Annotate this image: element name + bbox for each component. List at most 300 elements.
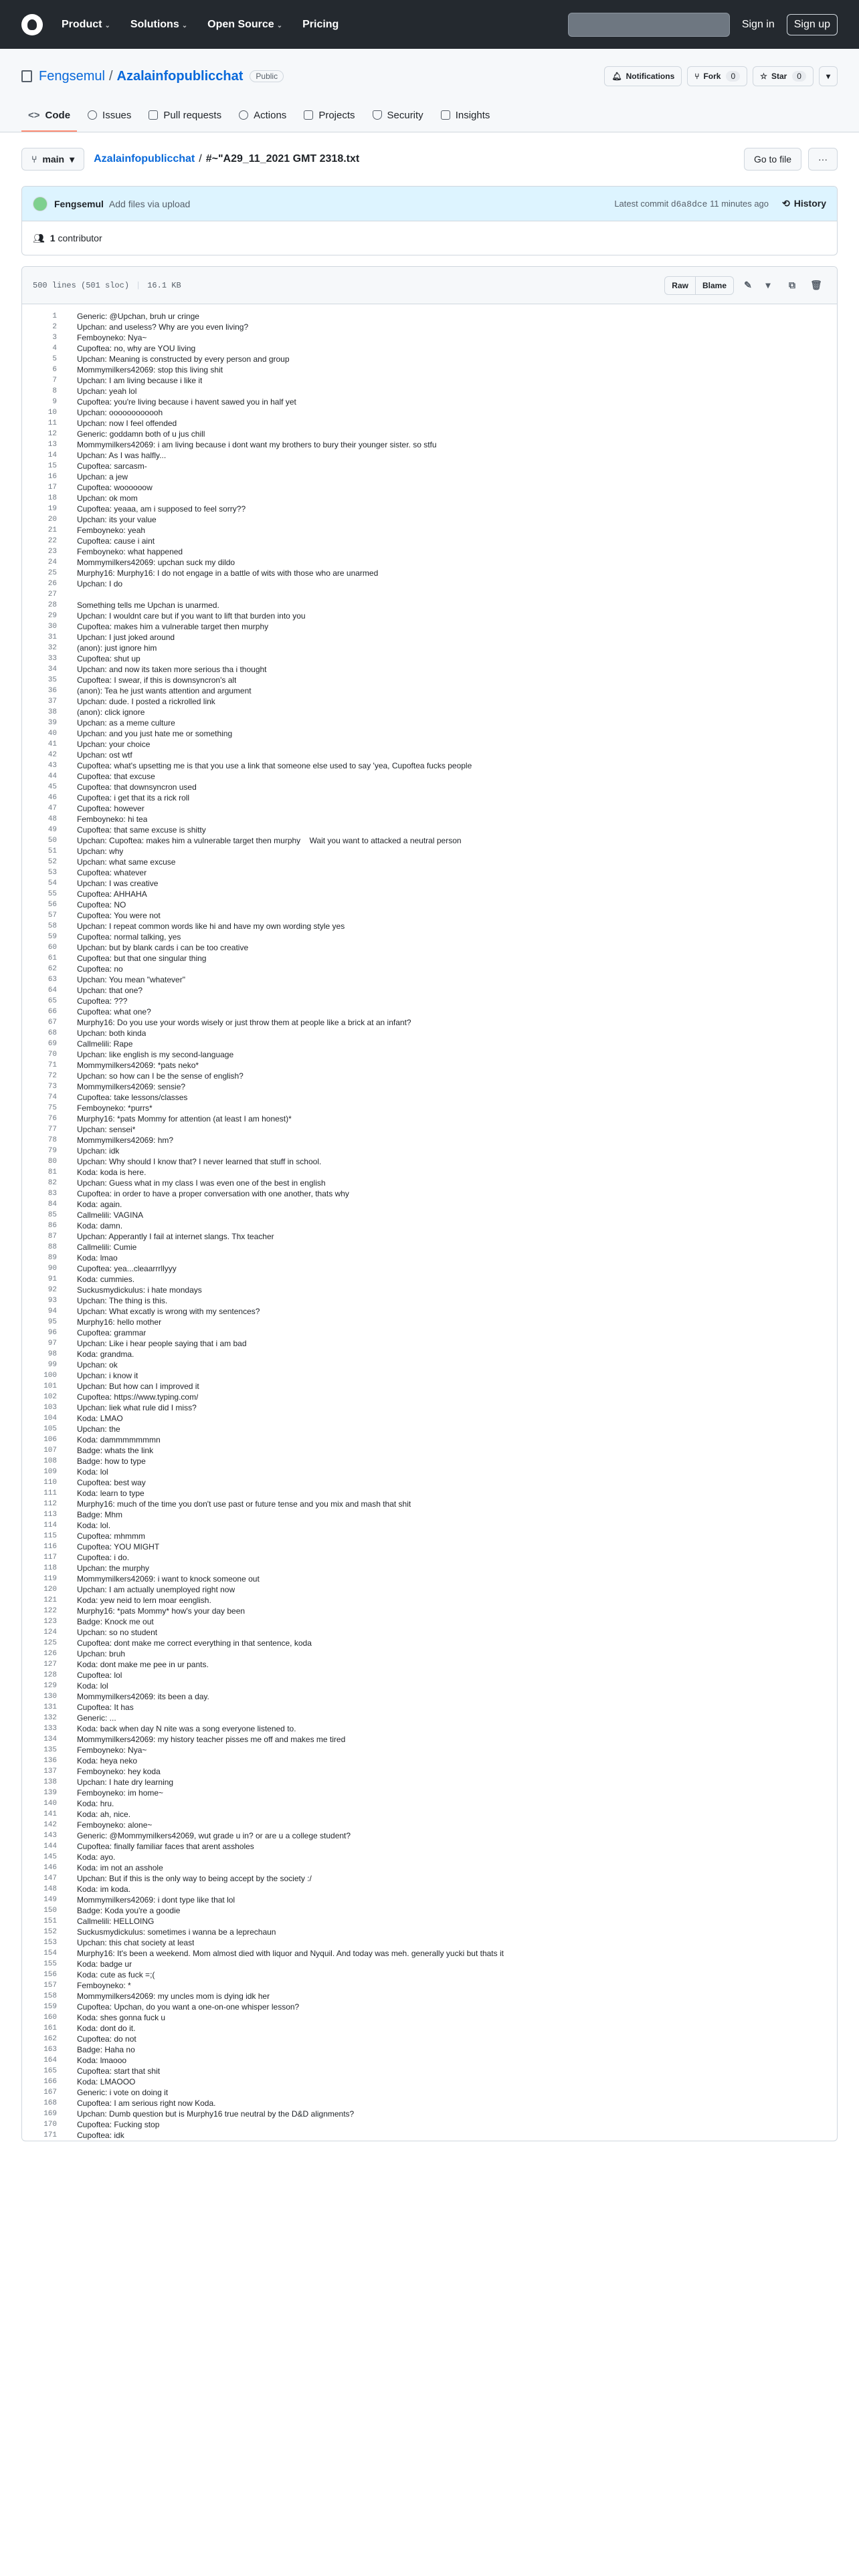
code-line <box>22 1873 837 1884</box>
sign-up-button[interactable]: Sign up <box>787 14 838 35</box>
line-number[interactable]: 92 <box>47 1286 57 1294</box>
line-text: Murphy16: It's been a weekend. Mom almost died with liquor and Nyquil. And today was meh. generally yucki but thats it <box>77 1949 504 1958</box>
visibility-badge: Public <box>250 70 284 82</box>
line-number[interactable]: 115 <box>43 1532 57 1540</box>
line-text: Badge: how to type <box>77 1457 146 1466</box>
line-number[interactable]: 36 <box>47 687 57 695</box>
code-line <box>22 2044 837 2055</box>
line-number[interactable]: 60 <box>47 944 57 952</box>
line-number[interactable]: 65 <box>47 997 57 1005</box>
line-text: Upchan: As I was halfly... <box>77 451 167 460</box>
code-line <box>22 1884 837 1895</box>
line-number[interactable]: 74 <box>47 1093 57 1101</box>
line-number[interactable]: 61 <box>47 954 57 962</box>
line-number[interactable]: 37 <box>47 697 57 706</box>
line-number[interactable]: 21 <box>47 526 57 534</box>
line-text: Cupoftea: start that shit <box>77 2066 161 2076</box>
line-number[interactable]: 1 <box>52 312 57 320</box>
line-number[interactable]: 126 <box>43 1650 57 1658</box>
line-number[interactable]: 151 <box>43 1917 57 1925</box>
line-number[interactable]: 107 <box>43 1446 57 1455</box>
line-number[interactable]: 95 <box>47 1318 57 1326</box>
line-number[interactable]: 43 <box>47 762 57 770</box>
edit-icon[interactable]: ✎ <box>744 280 752 290</box>
line-text: Murphy16: hello mother <box>77 1317 162 1327</box>
chevron-down-icon[interactable]: ▾ <box>765 280 771 290</box>
file-header <box>22 267 837 304</box>
line-number[interactable]: 86 <box>47 1222 57 1230</box>
code-line <box>22 461 837 471</box>
latest-commit-info: Latest commit d6a8dce 11 minutes ago <box>614 198 769 209</box>
line-number[interactable]: 77 <box>47 1125 57 1134</box>
line-number[interactable]: 124 <box>43 1628 57 1636</box>
line-text: Cupoftea: best way <box>77 1478 146 1487</box>
line-number[interactable]: 108 <box>43 1457 57 1465</box>
line-number[interactable]: 136 <box>43 1757 57 1765</box>
line-text: Murphy16: *pats Mommy* how's your day been <box>77 1606 246 1616</box>
line-number[interactable]: 53 <box>47 869 57 877</box>
raw-button[interactable]: Raw <box>664 276 696 295</box>
code-line <box>22 1006 837 1017</box>
line-number[interactable]: 139 <box>43 1789 57 1797</box>
line-number[interactable]: 159 <box>43 2003 57 2011</box>
tab-issues[interactable]: Issues <box>81 100 138 132</box>
line-number[interactable]: 123 <box>43 1618 57 1626</box>
line-number[interactable]: 103 <box>43 1404 57 1412</box>
line-number[interactable]: 51 <box>47 847 57 855</box>
line-number[interactable]: 141 <box>43 1810 57 1818</box>
code-line <box>22 1360 837 1370</box>
line-number[interactable]: 22 <box>47 537 57 545</box>
line-number[interactable]: 149 <box>43 1896 57 1904</box>
code-line <box>22 1713 837 1723</box>
repo-name-link[interactable]: Azalainfopublicchat <box>116 68 244 84</box>
nav-product[interactable]: Product ⌄ <box>62 18 110 30</box>
line-number[interactable]: 41 <box>47 740 57 748</box>
line-number[interactable]: 168 <box>43 2099 57 2107</box>
line-number[interactable]: 137 <box>43 1767 57 1776</box>
code-line <box>22 1467 837 1477</box>
line-number[interactable]: 25 <box>47 569 57 577</box>
line-number[interactable]: 24 <box>47 558 57 566</box>
line-number[interactable]: 81 <box>47 1168 57 1176</box>
line-number[interactable]: 28 <box>47 601 57 609</box>
code-line <box>22 1659 837 1670</box>
line-number[interactable]: 125 <box>43 1639 57 1647</box>
line-number[interactable]: 39 <box>47 719 57 727</box>
line-number[interactable]: 64 <box>47 986 57 994</box>
line-number[interactable]: 93 <box>47 1297 57 1305</box>
line-number[interactable]: 8 <box>52 387 57 395</box>
line-number[interactable]: 32 <box>47 644 57 652</box>
code-line <box>22 1413 837 1424</box>
line-number[interactable]: 122 <box>43 1607 57 1615</box>
line-number[interactable]: 35 <box>47 676 57 684</box>
line-number[interactable]: 88 <box>47 1243 57 1251</box>
code-line <box>22 1830 837 1841</box>
line-number[interactable]: 96 <box>47 1329 57 1337</box>
line-text: Upchan: ok mom <box>77 494 138 503</box>
nav-solutions[interactable]: Solutions ⌄ <box>130 18 188 30</box>
code-line <box>22 964 837 974</box>
line-number[interactable]: 91 <box>47 1275 57 1283</box>
code-line <box>22 1178 837 1188</box>
line-number[interactable]: 31 <box>47 633 57 641</box>
code-line <box>22 546 837 557</box>
branch-selector[interactable]: ⑂ main ▾ <box>21 148 84 171</box>
line-number[interactable]: 18 <box>47 494 57 502</box>
line-number[interactable]: 63 <box>47 976 57 984</box>
line-number[interactable]: 12 <box>47 430 57 438</box>
line-number[interactable]: 85 <box>47 1211 57 1219</box>
line-number[interactable]: 66 <box>47 1008 57 1016</box>
code-line <box>22 696 837 707</box>
fork-button[interactable]: ⑂ Fork 0 <box>687 66 747 86</box>
line-text: Upchan: a jew <box>77 472 128 481</box>
line-number[interactable]: 164 <box>43 2056 57 2064</box>
code-line <box>22 996 837 1006</box>
line-number[interactable]: 57 <box>47 911 57 920</box>
line-text: Cupoftea: take lessons/classes <box>77 1093 188 1102</box>
main-nav <box>62 19 339 31</box>
line-number[interactable]: 19 <box>47 505 57 513</box>
line-number[interactable]: 116 <box>43 1543 57 1551</box>
line-number[interactable]: 147 <box>43 1874 57 1883</box>
line-text: Upchan: like english is my second-language <box>77 1050 234 1059</box>
chevron-down-icon: ▾ <box>826 72 830 81</box>
avatar[interactable] <box>33 197 47 211</box>
line-number[interactable]: 110 <box>43 1479 57 1487</box>
line-number[interactable]: 87 <box>47 1232 57 1241</box>
line-number[interactable]: 56 <box>47 901 57 909</box>
line-number[interactable]: 68 <box>47 1029 57 1037</box>
line-number[interactable]: 171 <box>43 2131 57 2139</box>
line-number[interactable]: 167 <box>43 2088 57 2097</box>
line-text: Badge: Knock me out <box>77 1617 154 1626</box>
line-number[interactable]: 144 <box>43 1842 57 1850</box>
line-number[interactable]: 58 <box>47 922 57 930</box>
line-number[interactable]: 72 <box>47 1072 57 1080</box>
breadcrumb-separator: / <box>199 153 202 165</box>
line-number[interactable]: 55 <box>47 890 57 898</box>
line-number[interactable]: 71 <box>47 1061 57 1069</box>
line-text: Cupoftea: makes him a vulnerable target then murphy <box>77 622 269 631</box>
code-line <box>22 1798 837 1809</box>
line-number[interactable]: 120 <box>43 1586 57 1594</box>
line-number[interactable]: 170 <box>43 2121 57 2129</box>
code-line <box>22 2012 837 2023</box>
line-number[interactable]: 6 <box>52 366 57 374</box>
line-number[interactable]: 79 <box>47 1147 57 1155</box>
line-number[interactable]: 40 <box>47 730 57 738</box>
line-number[interactable]: 165 <box>43 2067 57 2075</box>
line-number[interactable]: 105 <box>43 1425 57 1433</box>
line-number[interactable]: 48 <box>47 815 57 823</box>
line-text: Cupoftea: I swear, if this is downsyncron's alt <box>77 675 237 685</box>
line-text: Upchan: I wouldnt care but if you want to lift that burden into you <box>77 611 306 621</box>
line-number[interactable]: 84 <box>47 1200 57 1208</box>
line-number[interactable]: 156 <box>43 1971 57 1979</box>
line-number[interactable]: 106 <box>43 1436 57 1444</box>
line-number[interactable]: 20 <box>47 516 57 524</box>
line-number[interactable]: 114 <box>43 1521 57 1529</box>
line-number[interactable]: 138 <box>43 1778 57 1786</box>
line-number[interactable]: 157 <box>43 1981 57 1990</box>
code-line <box>22 1681 837 1691</box>
line-number[interactable]: 45 <box>47 783 57 791</box>
code-line <box>22 2119 837 2130</box>
line-number[interactable]: 4 <box>52 344 57 352</box>
blame-button[interactable]: Blame <box>695 276 734 295</box>
more-options-button[interactable] <box>808 148 838 171</box>
latest-commit-row <box>22 187 837 221</box>
code-line <box>22 814 837 825</box>
line-number[interactable]: 142 <box>43 1821 57 1829</box>
line-number[interactable]: 73 <box>47 1083 57 1091</box>
sign-in-link[interactable]: Sign in <box>741 18 775 30</box>
line-number[interactable]: 118 <box>43 1564 57 1572</box>
line-number[interactable]: 82 <box>47 1179 57 1187</box>
line-number[interactable]: 83 <box>47 1190 57 1198</box>
line-number[interactable]: 101 <box>43 1382 57 1390</box>
line-text: Femboyneko: *purrs* <box>77 1103 153 1113</box>
line-number[interactable]: 111 <box>43 1489 57 1497</box>
line-text: Upchan: I am living because i like it <box>77 376 203 385</box>
line-number[interactable]: 146 <box>43 1864 57 1872</box>
line-number[interactable]: 7 <box>52 377 57 385</box>
tab-projects[interactable]: Projects <box>297 100 361 132</box>
star-button[interactable]: ☆ Star 0 <box>753 66 814 86</box>
line-number[interactable]: 169 <box>43 2110 57 2118</box>
chevron-down-icon: ⌄ <box>104 21 110 29</box>
line-number[interactable]: 33 <box>47 655 57 663</box>
star-dropdown-button[interactable] <box>819 66 838 86</box>
line-number[interactable]: 133 <box>43 1725 57 1733</box>
code-line <box>22 311 837 322</box>
line-number[interactable]: 26 <box>47 580 57 588</box>
line-number[interactable]: 59 <box>47 933 57 941</box>
line-number[interactable]: 80 <box>47 1158 57 1166</box>
line-number[interactable]: 47 <box>47 804 57 813</box>
line-text: Upchan: But how can I improved it <box>77 1382 199 1391</box>
tab-code[interactable]: <> Code <box>21 100 77 132</box>
line-number[interactable]: 127 <box>43 1660 57 1669</box>
line-number[interactable]: 11 <box>47 419 57 427</box>
line-text: Cupoftea: It has <box>77 1703 134 1712</box>
line-number[interactable]: 117 <box>43 1553 57 1562</box>
code-line <box>22 2023 837 2034</box>
line-number[interactable]: 132 <box>43 1714 57 1722</box>
code-line <box>22 1156 837 1167</box>
commit-hash-link[interactable]: d6a8dce <box>670 199 708 209</box>
line-number[interactable]: 17 <box>47 484 57 492</box>
line-number[interactable]: 34 <box>47 665 57 673</box>
code-line <box>22 322 837 332</box>
code-line <box>22 1895 837 1905</box>
line-text: Koda: shes gonna fuck u <box>77 2013 166 2022</box>
line-number[interactable]: 148 <box>43 1885 57 1893</box>
line-text: Koda: cummies. <box>77 1275 135 1284</box>
line-number[interactable]: 67 <box>47 1018 57 1027</box>
tab-security[interactable]: Security <box>366 100 430 132</box>
code-line <box>22 1274 837 1285</box>
line-number[interactable]: 158 <box>43 1992 57 2000</box>
history-link[interactable]: ⟲ History <box>782 198 826 209</box>
line-number[interactable]: 113 <box>43 1511 57 1519</box>
search-input[interactable] <box>568 13 730 37</box>
line-number[interactable]: 9 <box>52 398 57 406</box>
line-number[interactable]: 150 <box>43 1907 57 1915</box>
line-number[interactable]: 154 <box>43 1949 57 1957</box>
line-number[interactable]: 104 <box>43 1414 57 1422</box>
line-number[interactable]: 13 <box>47 441 57 449</box>
breadcrumb-repo-link[interactable]: Azalainfopublicchat <box>94 153 195 165</box>
code-line <box>22 782 837 792</box>
line-number[interactable]: 23 <box>47 548 57 556</box>
line-number[interactable]: 3 <box>52 334 57 342</box>
line-number[interactable]: 2 <box>52 323 57 331</box>
copy-icon[interactable]: ⧉ <box>789 280 795 290</box>
code-line <box>22 1017 837 1028</box>
line-number[interactable]: 140 <box>43 1800 57 1808</box>
commit-author-link[interactable]: Fengsemul <box>54 198 104 209</box>
line-text: Femboyneko: Nya~ <box>77 333 147 342</box>
line-number[interactable]: 52 <box>47 858 57 866</box>
line-number[interactable]: 162 <box>43 2035 57 2043</box>
line-number[interactable]: 44 <box>47 772 57 780</box>
line-number[interactable]: 50 <box>47 837 57 845</box>
tab-actions[interactable]: Actions <box>232 100 293 132</box>
line-count: 500 lines (501 sloc) <box>33 280 130 290</box>
line-number[interactable]: 131 <box>43 1703 57 1711</box>
trash-icon[interactable]: 🗑︎ <box>810 280 822 290</box>
line-number[interactable]: 5 <box>52 355 57 363</box>
code-line <box>22 1231 837 1242</box>
line-number[interactable]: 14 <box>47 451 57 459</box>
line-number[interactable]: 152 <box>43 1928 57 1936</box>
nav-pricing[interactable]: Pricing <box>302 18 339 30</box>
line-number[interactable]: 70 <box>47 1051 57 1059</box>
code-line <box>22 482 837 493</box>
line-number[interactable]: 29 <box>47 612 57 620</box>
line-number[interactable]: 94 <box>47 1307 57 1315</box>
line-number[interactable]: 145 <box>43 1853 57 1861</box>
nav-open-source[interactable]: Open Source ⌄ <box>207 18 283 30</box>
line-number[interactable]: 135 <box>43 1746 57 1754</box>
line-number[interactable]: 119 <box>43 1575 57 1583</box>
line-number[interactable]: 160 <box>43 2014 57 2022</box>
code-line <box>22 611 837 621</box>
line-text: Cupoftea: no, why are YOU living <box>77 344 196 353</box>
line-number[interactable]: 130 <box>43 1693 57 1701</box>
line-number[interactable]: 129 <box>43 1682 57 1690</box>
contributors-row[interactable]: 👥︎ 1 contributor <box>33 232 102 243</box>
code-line <box>22 899 837 910</box>
repo-owner-link[interactable]: Fengsemul <box>39 68 105 84</box>
line-number[interactable]: 161 <box>43 2024 57 2032</box>
line-number[interactable]: 166 <box>43 2078 57 2086</box>
line-text: Cupoftea: that downsyncron used <box>77 782 197 792</box>
line-number[interactable]: 46 <box>47 794 57 802</box>
line-text: Upchan: liek what rule did I miss? <box>77 1403 197 1412</box>
line-number[interactable]: 163 <box>43 2046 57 2054</box>
line-number[interactable]: 100 <box>43 1372 57 1380</box>
line-text: Upchan: I was creative <box>77 879 159 888</box>
line-number[interactable]: 109 <box>43 1468 57 1476</box>
code-line <box>22 857 837 867</box>
code-line <box>22 2098 837 2109</box>
line-number[interactable]: 155 <box>43 1960 57 1968</box>
code-line <box>22 707 837 718</box>
line-number[interactable]: 62 <box>47 965 57 973</box>
line-number[interactable]: 143 <box>43 1832 57 1840</box>
code-line <box>22 1049 837 1060</box>
line-number[interactable]: 76 <box>47 1115 57 1123</box>
notifications-button[interactable]: 🔔︎ Notifications <box>604 66 682 86</box>
line-number[interactable]: 69 <box>47 1040 57 1048</box>
tab-insights[interactable]: Insights <box>434 100 497 132</box>
code-line <box>22 1349 837 1360</box>
line-text: Koda: ah, nice. <box>77 1810 131 1819</box>
raw-blame-group <box>664 276 734 295</box>
github-logo-icon[interactable] <box>21 14 43 35</box>
line-number[interactable]: 54 <box>47 879 57 887</box>
code-line <box>22 407 837 418</box>
line-number[interactable]: 121 <box>43 1596 57 1604</box>
tab-pull-requests[interactable]: Pull requests <box>142 100 228 132</box>
chevron-down-icon: ⌄ <box>276 21 283 29</box>
line-text: Cupoftea: yeaaa, am i supposed to feel sorry?? <box>77 504 246 514</box>
line-number[interactable]: 98 <box>47 1350 57 1358</box>
line-number[interactable]: 90 <box>47 1265 57 1273</box>
line-number[interactable]: 10 <box>47 409 57 417</box>
chevron-down-icon: ▾ <box>70 153 75 165</box>
line-number[interactable]: 89 <box>47 1254 57 1262</box>
code-line <box>22 1627 837 1638</box>
line-number[interactable]: 16 <box>47 473 57 481</box>
line-text: Koda: learn to type <box>77 1489 145 1498</box>
line-number[interactable]: 78 <box>47 1136 57 1144</box>
line-number[interactable]: 42 <box>47 751 57 759</box>
line-number[interactable]: 128 <box>43 1671 57 1679</box>
code-line <box>22 1370 837 1381</box>
line-text: Cupoftea: what one? <box>77 1007 151 1016</box>
code-line <box>22 1948 837 1959</box>
line-number[interactable]: 38 <box>47 708 57 716</box>
line-number[interactable]: 49 <box>47 826 57 834</box>
line-text: Cupoftea: that excuse <box>77 772 155 781</box>
commit-message-link[interactable]: Add files via upload <box>108 198 191 209</box>
line-text: Upchan: idk <box>77 1146 120 1156</box>
code-line <box>22 985 837 996</box>
line-number[interactable]: 134 <box>43 1735 57 1743</box>
line-number[interactable]: 75 <box>47 1104 57 1112</box>
code-line <box>22 1755 837 1766</box>
line-number[interactable]: 30 <box>47 623 57 631</box>
line-number[interactable]: 99 <box>47 1361 57 1369</box>
line-number[interactable]: 97 <box>47 1339 57 1348</box>
code-line <box>22 1959 837 1969</box>
line-number[interactable]: 15 <box>47 462 57 470</box>
line-number[interactable]: 102 <box>43 1393 57 1401</box>
line-text: Upchan: Guess what in my class I was even one of the best in english <box>77 1178 326 1188</box>
line-number[interactable]: 153 <box>43 1939 57 1947</box>
go-to-file-button[interactable]: Go to file <box>744 148 801 171</box>
line-number[interactable]: 27 <box>47 591 57 599</box>
line-number[interactable]: 112 <box>43 1500 57 1508</box>
code-line <box>22 600 837 611</box>
code-line <box>22 525 837 536</box>
